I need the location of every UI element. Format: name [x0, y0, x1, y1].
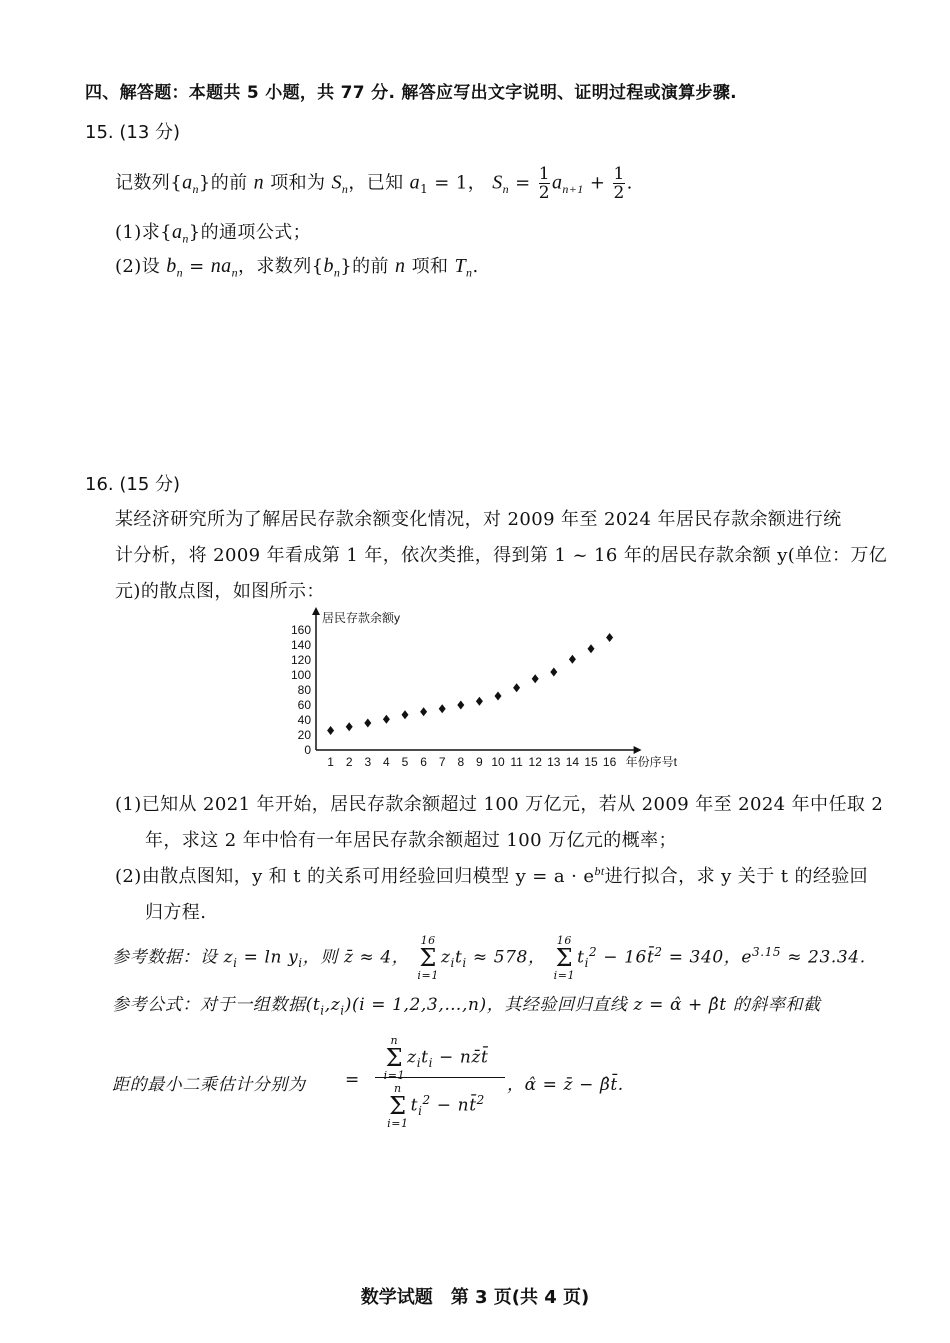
- reference-data: 参考数据：设 $z_i = \ln y_i$，则 z̄ ≈ 4， 16 Σ $i=1z_it_i \approx 578$， 16 Σ $i=1t_i^2$ − 16t̄$^2$ = 340，$e^{3.15} \approx 23.34$.: [112, 934, 866, 982]
- x-tick-label: 16: [602, 755, 617, 769]
- x-tick-label: 11: [510, 755, 523, 769]
- scatter-chart: [270, 605, 750, 775]
- x-tick-label: 12: [528, 755, 542, 769]
- data-point: [588, 644, 595, 653]
- page-footer: 数学试题 第 3 页(共 4 页): [360, 1287, 590, 1308]
- x-tick-label: 5: [401, 755, 409, 769]
- x-axis-label: 年份序号t: [625, 755, 677, 769]
- y-tick-label: 60: [297, 698, 311, 712]
- q15-subquestion-2: (2)设 $b_n = na_n$，求数列$\{b_n\}$的前 n 项和 $T_n$.: [115, 255, 479, 280]
- q16-subquestion-2-line-2: 归方程.: [145, 902, 207, 923]
- q16-stem-line-3: 元)的散点图，如图所示：: [115, 581, 325, 602]
- q15-stem: 记数列$\{a_n\}$的前 n 项和为 $S_n$，已知 $a_1 = 1$， $S_n$ = $\frac{1}{2}$ $a_{n+1}$ + $\frac{1}{2}$ .: [115, 164, 633, 203]
- q16-stem-line-1: 某经济研究所为了解居民存款余额变化情况，对 2009 年至 2024 年居民存款余额进行统: [115, 509, 842, 530]
- data-point: [569, 655, 576, 664]
- data-point: [346, 722, 353, 731]
- data-point: [420, 707, 427, 716]
- x-tick-label: 14: [565, 755, 580, 769]
- data-point: [327, 726, 334, 735]
- data-point: [513, 683, 520, 692]
- data-point: [532, 674, 539, 683]
- x-tick-label: 9: [476, 755, 483, 769]
- q16-stem-line-2: 计分析，将 2009 年看成第 1 年，依次类推，得到第 1 ~ 16 年的居民存款余额 y(单位：万亿: [115, 545, 888, 566]
- y-tick-label: 40: [297, 713, 311, 727]
- section-heading: 四、解答题：本题共 5 小题，共 77 分. 解答应写出文字说明、证明过程或演算步骤.: [85, 83, 737, 103]
- y-tick-label: 140: [290, 638, 311, 652]
- y-tick-label: 0: [304, 743, 311, 757]
- y-tick-label: 80: [297, 683, 311, 697]
- q16-subquestion-1-line-2: 年，求这 2 年中恰有一年居民存款余额超过 100 万亿元的概率；: [145, 830, 677, 851]
- y-tick-label: 100: [290, 668, 311, 682]
- data-point: [476, 697, 483, 706]
- reference-formula-line-1: 参考公式：对于一组数据$(t_i,z_i)(i$ = 1,2,3,…,n)，其经验回归直线 z = α̂ + β̂t 的斜率和截: [112, 995, 821, 1018]
- q15-number: 15. (13 分): [85, 122, 181, 143]
- x-tick-label: 6: [420, 755, 427, 769]
- q16-subquestion-1-line-1: (1)已知从 2021 年开始，居民存款余额超过 100 万亿元，若从 2009 年至 2024 年中任取 2: [115, 794, 884, 815]
- fraction-half-2: $\frac{1}{2}$: [613, 164, 625, 203]
- x-tick-label: 13: [547, 755, 561, 769]
- data-point: [606, 633, 613, 642]
- data-point: [550, 668, 557, 677]
- y-tick-label: 20: [297, 728, 311, 742]
- sigma-symbol-2: 16 Σ i=1: [553, 934, 576, 982]
- x-tick-label: 15: [584, 755, 598, 769]
- x-axis-arrow: [634, 746, 642, 754]
- x-tick-label: 3: [364, 755, 372, 769]
- x-tick-label: 1: [327, 755, 334, 769]
- reference-formula-line-2: 距的最小二乘估计分别为: [112, 1075, 306, 1095]
- sigma-symbol: 16 Σ i=1: [417, 934, 439, 982]
- y-axis-arrow: [312, 607, 320, 615]
- y-tick-label: 160: [290, 623, 311, 637]
- x-tick-label: 8: [457, 755, 465, 769]
- x-tick-label: 10: [491, 755, 505, 769]
- y-axis-label: 居民存款余额y: [322, 611, 401, 625]
- x-tick-label: 4: [383, 755, 390, 769]
- data-point: [364, 719, 371, 728]
- data-point: [495, 692, 502, 701]
- y-tick-label: 120: [290, 653, 311, 667]
- data-point: [439, 704, 446, 713]
- fraction-half: $\frac{1}{2}$: [538, 164, 550, 203]
- data-point: [457, 701, 464, 710]
- data-point: [383, 715, 390, 724]
- x-tick-label: 2: [345, 755, 353, 769]
- q16-subquestion-2-line-1: (2)由散点图知，y 和 t 的关系可用经验回归模型 $y = a \cdot e^{bt}$进行拟合，求 y 关于 t 的经验回: [115, 864, 869, 887]
- x-tick-label: 7: [438, 755, 446, 769]
- q16-number: 16. (15 分): [85, 474, 181, 495]
- data-point: [402, 710, 409, 719]
- q15-subquestion-1: (1)求$\{a_n\}$的通项公式；: [115, 221, 312, 246]
